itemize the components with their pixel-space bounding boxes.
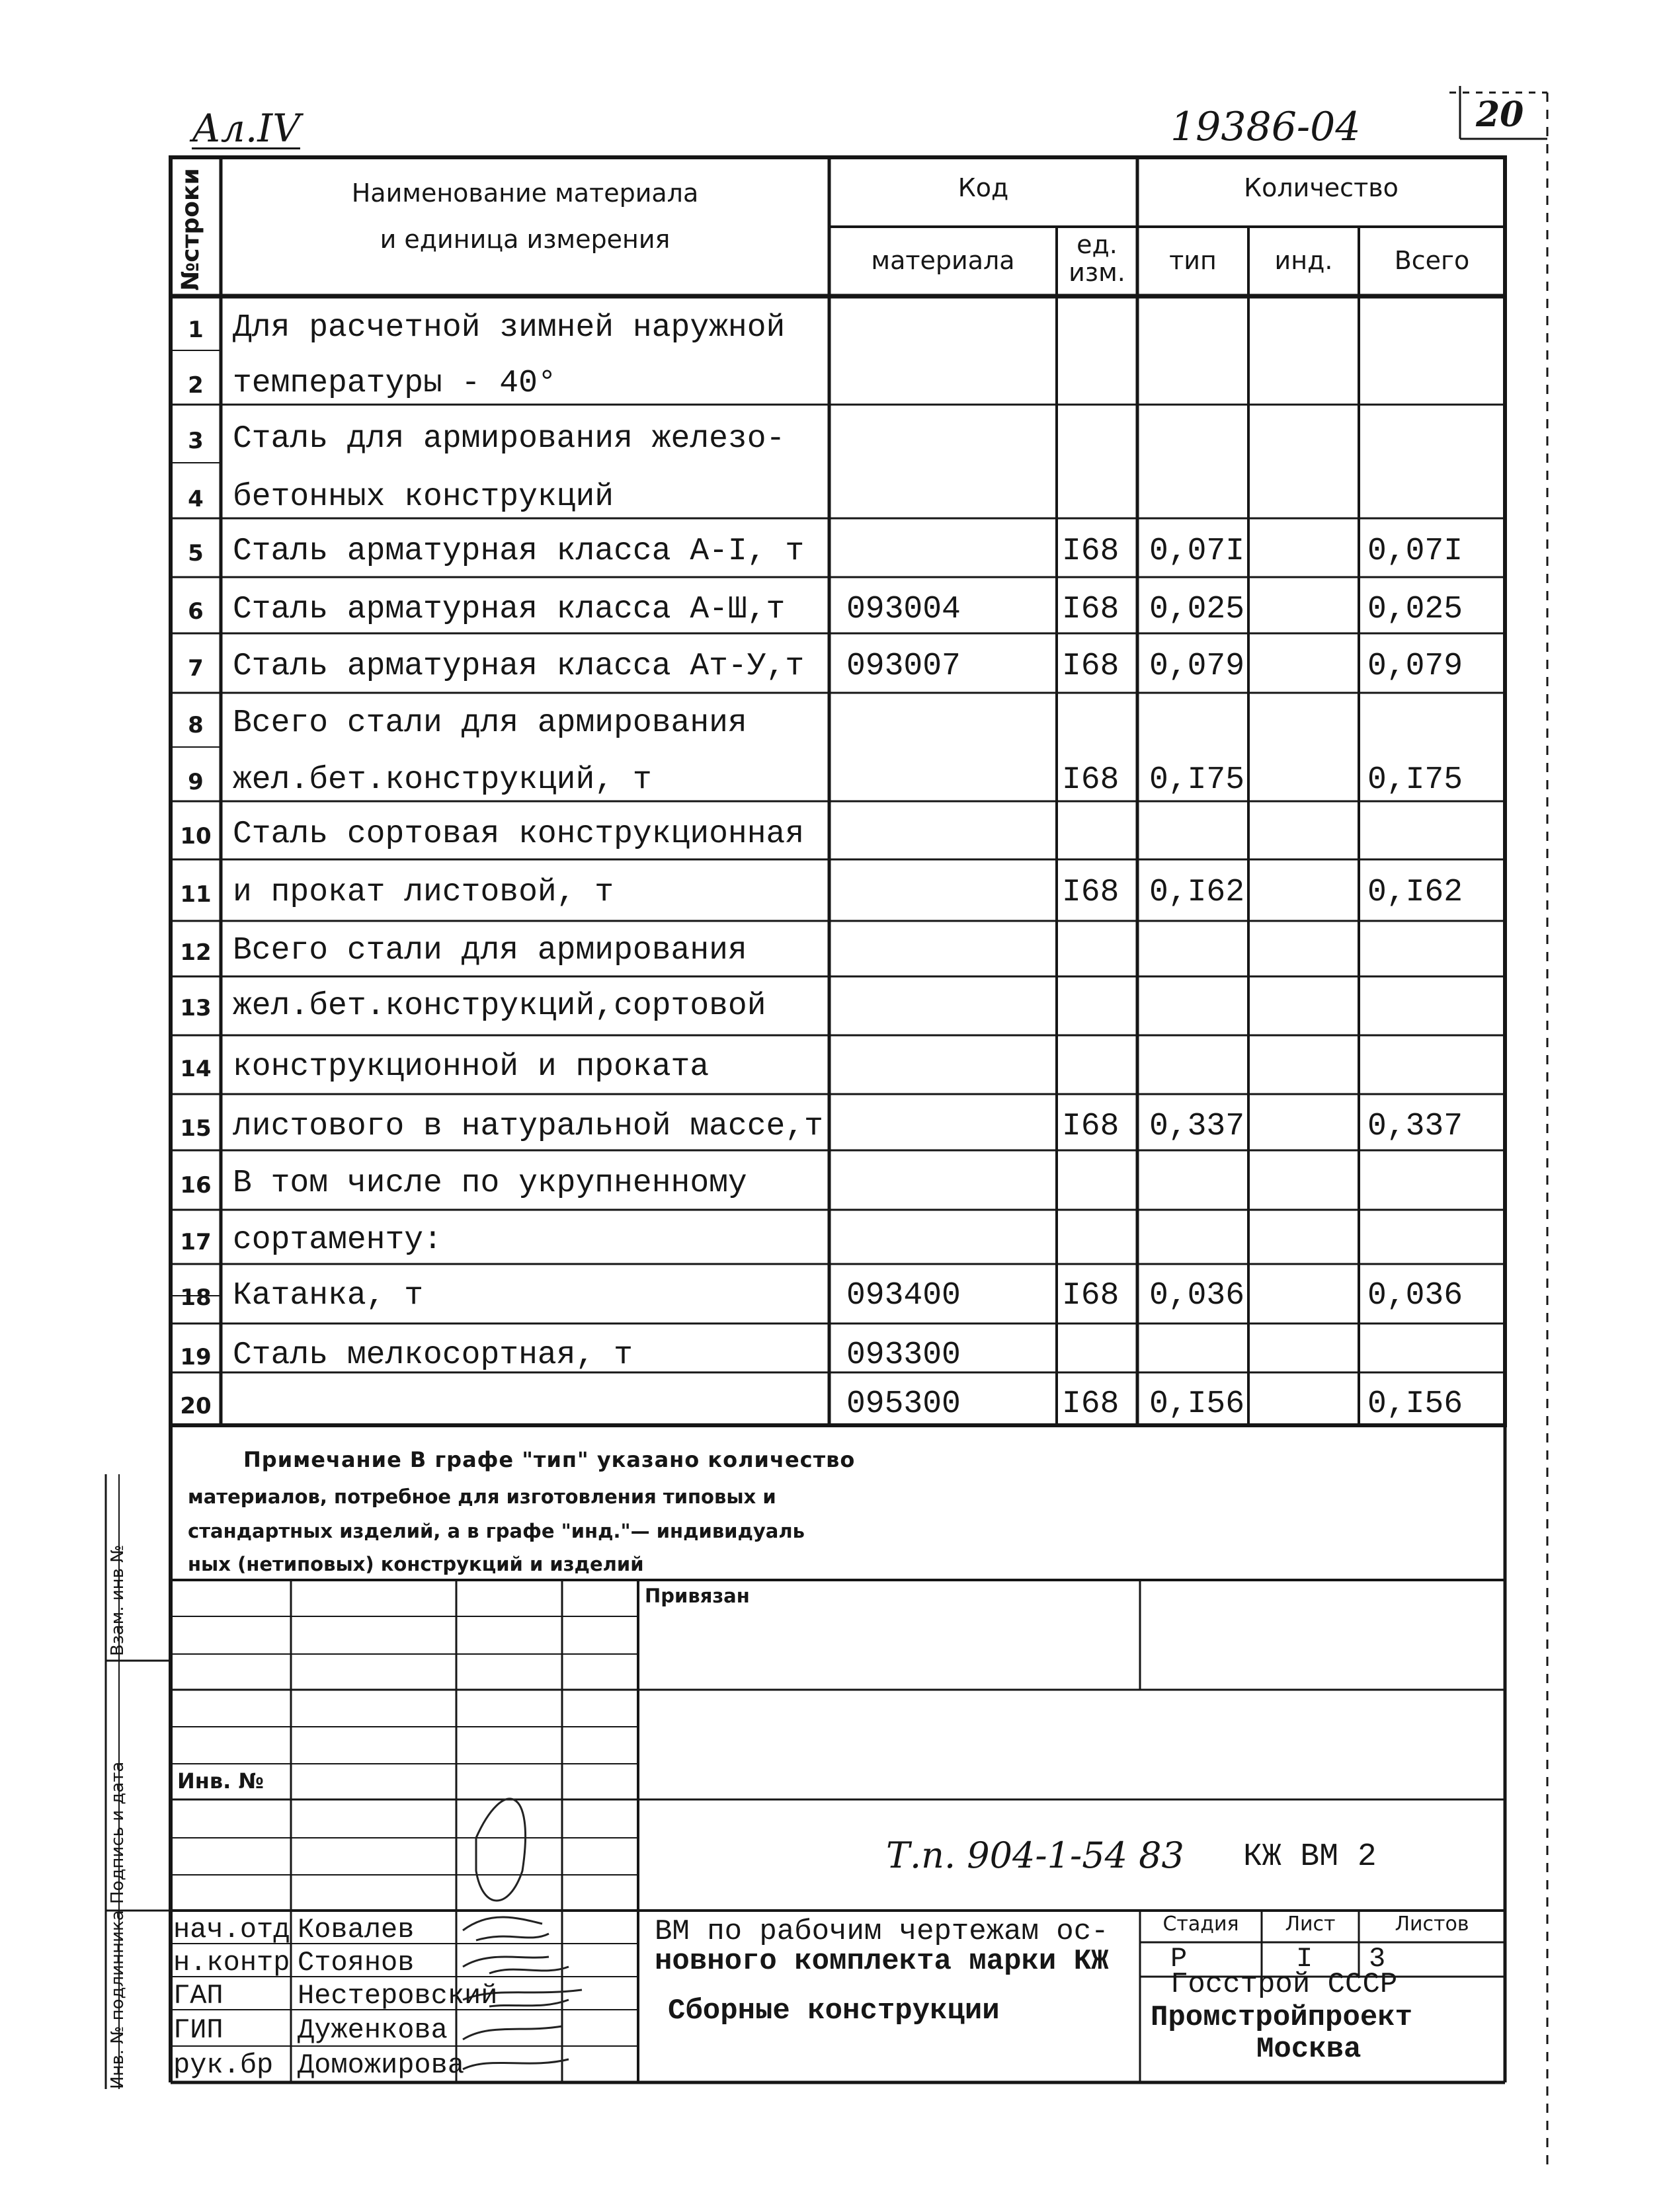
row-typ: 0,079 [1149, 649, 1245, 684]
row-name: В том числе по укрупненному [233, 1165, 747, 1201]
row-number: 6 [188, 598, 204, 625]
row-total: 0,337 [1367, 1109, 1463, 1144]
row-number: 14 [180, 1056, 212, 1082]
row-number: 3 [188, 428, 204, 454]
row-unit: I68 [1062, 533, 1119, 569]
row-total: 0,I62 [1367, 875, 1463, 910]
stamp-person-name: Дуженкова [298, 2014, 448, 2046]
row-name: температуры - 40° [233, 366, 557, 401]
stamp-person-name: Ковалев [298, 1914, 415, 1946]
row-number: 12 [180, 939, 212, 966]
row-unit: I68 [1062, 762, 1119, 798]
stamp-inv-no: Инв. № [177, 1768, 264, 1794]
row-typ: 0,I75 [1149, 762, 1245, 798]
row-name: листового в натуральной массе,т [233, 1109, 823, 1144]
row-unit: I68 [1062, 1386, 1119, 1422]
row-total: 0,I56 [1367, 1386, 1463, 1422]
row-name: жел.бет.конструкций, т [233, 762, 652, 798]
row-name: Для расчетной зимней наружной [233, 310, 786, 346]
row-number: 9 [188, 769, 204, 795]
header-total: Всего [1394, 246, 1470, 275]
row-typ: 0,337 [1149, 1109, 1245, 1144]
row-total: 0,036 [1367, 1278, 1463, 1314]
header-code: Код [957, 173, 1009, 202]
header-unit-line1: ед. [1077, 230, 1118, 259]
row-name: Катанка, т [233, 1278, 424, 1314]
stamp-person-name: Нестеровский [298, 1980, 498, 2012]
stamp-title-line2: новного комплекта марки КЖ [655, 1945, 1109, 1978]
signature-marks [463, 1799, 582, 2069]
row-name: Сталь мелкосортная, т [233, 1337, 633, 1373]
stamp-role: нач.отд [173, 1914, 290, 1946]
row-total: 0,07I [1367, 533, 1463, 569]
left-mark: Ал.IV [192, 106, 301, 151]
header-row-number: №строки [177, 168, 204, 291]
row-number: 1 [188, 317, 204, 343]
row-total: 0,079 [1367, 649, 1463, 684]
row-unit: I68 [1062, 592, 1119, 627]
row-unit: I68 [1062, 1278, 1119, 1314]
stamp-person-name: Доможирова [298, 2049, 465, 2081]
row-name: Сталь сортовая конструкционная [233, 816, 805, 852]
header-unit [1057, 231, 1137, 287]
row-number: 10 [180, 823, 212, 849]
row-name: Сталь арматурная класса А-Ш,т [233, 592, 786, 627]
row-number: 7 [188, 655, 204, 682]
header-material: материала [871, 246, 1015, 275]
row-name: конструкционной и проката [233, 1049, 710, 1085]
row-unit: I68 [1062, 1109, 1119, 1144]
row-name: Всего стали для армирования [233, 705, 747, 741]
side-label-sign-date: Подпись и дата [108, 1761, 128, 1904]
row-typ: 0,025 [1149, 592, 1245, 627]
header-typ: тип [1169, 246, 1217, 275]
note-line1: Примечание В графе "тип" указано количество [243, 1447, 856, 1472]
stamp-role: ГАП [173, 1980, 224, 2012]
row-total: 0,I75 [1367, 762, 1463, 798]
row-typ: 0,036 [1149, 1278, 1245, 1314]
header-quantity: Количество [1244, 173, 1399, 202]
row-name: сортаменту: [233, 1222, 442, 1258]
stamp-sheets-label: Листов [1395, 1913, 1469, 1936]
header-name-line2: и единица измерения [380, 225, 671, 254]
row-number: 19 [180, 1344, 212, 1370]
row-typ: 0,07I [1149, 533, 1245, 569]
row-number: 4 [188, 486, 204, 512]
stamp-title-line1: ВМ по рабочим чертежам ос- [655, 1915, 1109, 1948]
stamp-stage: Р [1170, 1943, 1188, 1975]
row-name: и прокат листовой, т [233, 875, 614, 910]
row-code: 095300 [846, 1386, 961, 1422]
row-name: Всего стали для армирования [233, 933, 747, 968]
stamp-sheets: 3 [1369, 1943, 1386, 1975]
row-name: Сталь арматурная класса А-I, т [233, 533, 805, 569]
stamp-mark: КЖ ВМ 2 [1243, 1839, 1377, 1875]
row-name: жел.бет.конструкций,сортовой [233, 988, 766, 1024]
row-name: Сталь арматурная класса Ат-У,т [233, 649, 805, 684]
stamp-role: н.контр [173, 1947, 290, 1979]
row-number: 16 [180, 1172, 212, 1199]
row-number: 20 [180, 1393, 212, 1419]
row-code: 093400 [846, 1278, 961, 1314]
stamp-sheet: I [1296, 1943, 1313, 1975]
row-number: 2 [188, 372, 204, 399]
header-ind: инд. [1274, 246, 1333, 275]
row-code: 093007 [846, 649, 961, 684]
stamp-role: рук.бр [173, 2049, 274, 2081]
row-number: 13 [180, 995, 212, 1021]
stamp-person-name: Стоянов [298, 1947, 415, 1979]
row-unit: I68 [1062, 649, 1119, 684]
row-code: 093004 [846, 592, 961, 627]
row-name: бетонных конструкций [233, 479, 614, 515]
stamp-handwritten-code: Т.п. 904-1-54 83 [886, 1835, 1184, 1876]
header-unit-line2: изм. [1069, 257, 1125, 287]
stamp-stage-label: Стадия [1162, 1913, 1239, 1936]
row-number: 11 [180, 881, 212, 908]
side-label-original-inv: Инв. № подлинника [108, 1910, 128, 2089]
row-name: Сталь для армирования железо- [233, 421, 786, 457]
stamp-org-line1: Госстрой СССР [1170, 1968, 1398, 2001]
row-number: 8 [188, 712, 204, 738]
row-number: 18 [180, 1284, 212, 1311]
header-name-line1: Наименование материала [351, 178, 699, 208]
note-line4: ных (нетиповых) конструкций и изделий [188, 1553, 644, 1575]
row-number: 17 [180, 1229, 212, 1255]
stamp-org-line3: Москва [1256, 2033, 1362, 2066]
row-typ: 0,I62 [1149, 875, 1245, 910]
side-label-replace-inv: Взам. инв № [108, 1544, 128, 1656]
row-code: 093300 [846, 1337, 961, 1373]
document-number: 19386-04 [1170, 104, 1361, 150]
row-total: 0,025 [1367, 592, 1463, 627]
stamp-privyazan: Привязан [645, 1585, 750, 1607]
row-number: 15 [180, 1115, 212, 1142]
row-number: 5 [188, 540, 204, 567]
stamp-title-line3: Сборные конструкции [668, 1995, 1000, 2028]
note-line2: материалов, потребное для изготовления типовых и [188, 1485, 776, 1508]
stamp-role: ГИП [173, 2014, 224, 2046]
row-typ: 0,I56 [1149, 1386, 1245, 1422]
row-unit: I68 [1062, 875, 1119, 910]
stamp-sheet-label: Лист [1285, 1913, 1336, 1936]
page-number: 20 [1476, 95, 1524, 135]
note-line3: стандартных изделий, а в графе "инд."— индивидуаль [188, 1520, 805, 1542]
stamp-org-line2: Промстройпроект [1151, 2001, 1413, 2034]
